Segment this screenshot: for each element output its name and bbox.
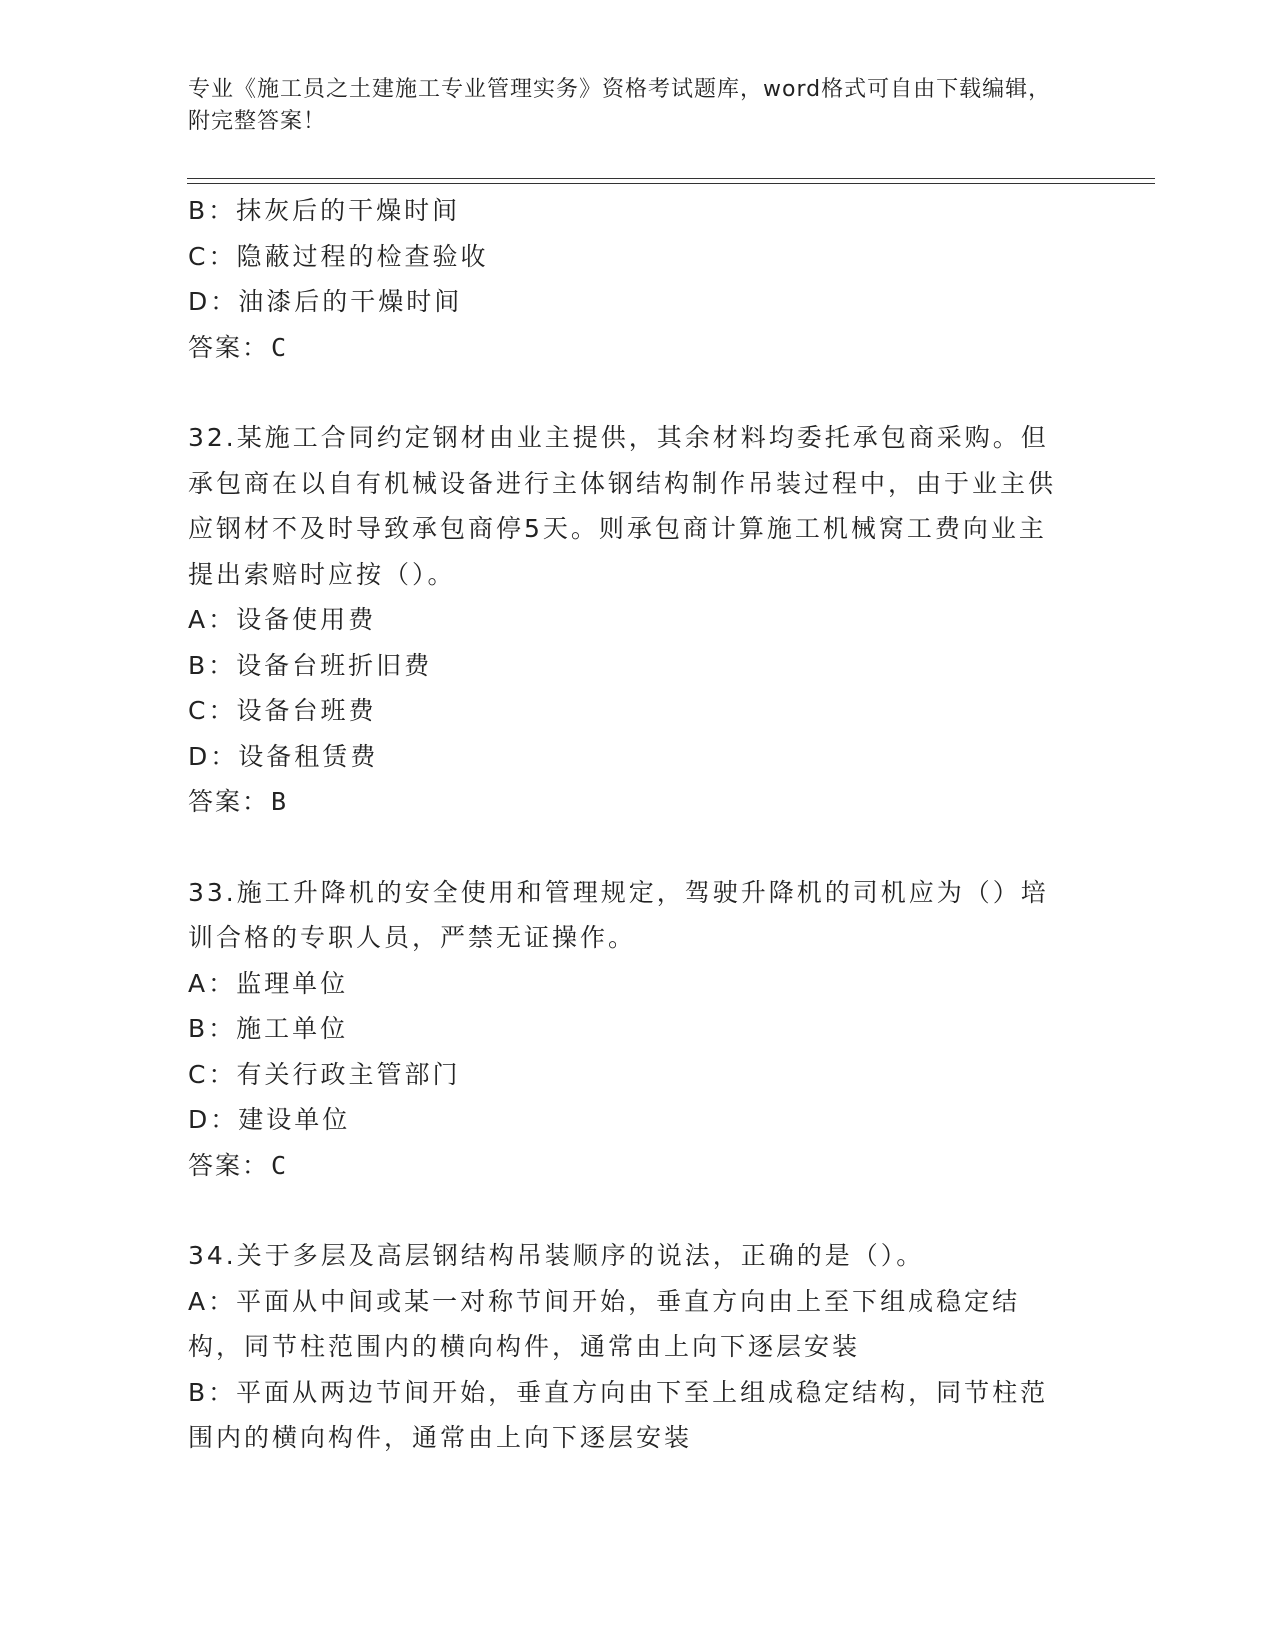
option-a: A：设备使用费 — [188, 605, 377, 634]
option-b: B：施工单位 — [188, 1014, 349, 1043]
option-b: B：抹灰后的干燥时间 — [188, 196, 461, 225]
continued-question-block — [188, 188, 1068, 370]
option-b: B：平面从两边节间开始，垂直方向由下至上组成稳定结构，同节柱范围内的横向构件，通常由上向下逐层安装 — [188, 1377, 1049, 1452]
answer-value: C — [271, 332, 289, 362]
option-d: D：建设单位 — [188, 1105, 351, 1134]
answer-label: 答案： — [188, 1150, 270, 1180]
option-d: D：油漆后的干燥时间 — [188, 287, 463, 316]
question-text: 32.某施工合同约定钢材由业主提供，其余材料均委托承包商采购。但承包商在以自有机械设备进行主体钢结构制作吊装过程中，由于业主供应钢材不及时导致承包商停5天。则承包商计算施工机械窝工费向业主提出索赔时应按（）。 — [188, 423, 1057, 589]
header-double-rule — [187, 178, 1155, 184]
option-d: D：设备租赁费 — [188, 741, 379, 771]
question-text: 33.施工升降机的安全使用和管理规定，驾驶升降机的司机应为（）培训合格的专职人员，严禁无证操作。 — [188, 877, 1049, 952]
option-c: C：隐蔽过程的检查验收 — [188, 241, 489, 271]
answer-label: 答案： — [188, 787, 270, 816]
page-header-text: 专业《施工员之土建施工专业管理实务》资格考试题库，word格式可自由下载编辑，附完整答案！ — [188, 77, 1052, 134]
option-a: A：平面从中间或某一对称节间开始，垂直方向由上至下组成稳定结构，同节柱范围内的横向构件，通常由上向下逐层安装 — [188, 1286, 1021, 1361]
option-c: C：有关行政主管部门 — [188, 1059, 461, 1089]
question-text: 34.关于多层及高层钢结构吊装顺序的说法，正确的是（）。 — [188, 1241, 925, 1270]
answer-label: 答案： — [188, 332, 270, 362]
answer-value: C — [271, 1150, 289, 1180]
answer-line — [188, 779, 1068, 825]
question-33 — [188, 870, 1068, 1189]
answer-line — [188, 325, 1068, 371]
answer-line — [188, 1143, 1068, 1189]
option-a: A：监理单位 — [188, 968, 349, 998]
option-c: C：设备台班费 — [188, 696, 377, 725]
question-32 — [188, 415, 1068, 825]
document-content — [188, 188, 1068, 1461]
answer-value: B — [271, 787, 289, 816]
option-b: B：设备台班折旧费 — [188, 650, 433, 680]
question-34 — [188, 1233, 1068, 1461]
